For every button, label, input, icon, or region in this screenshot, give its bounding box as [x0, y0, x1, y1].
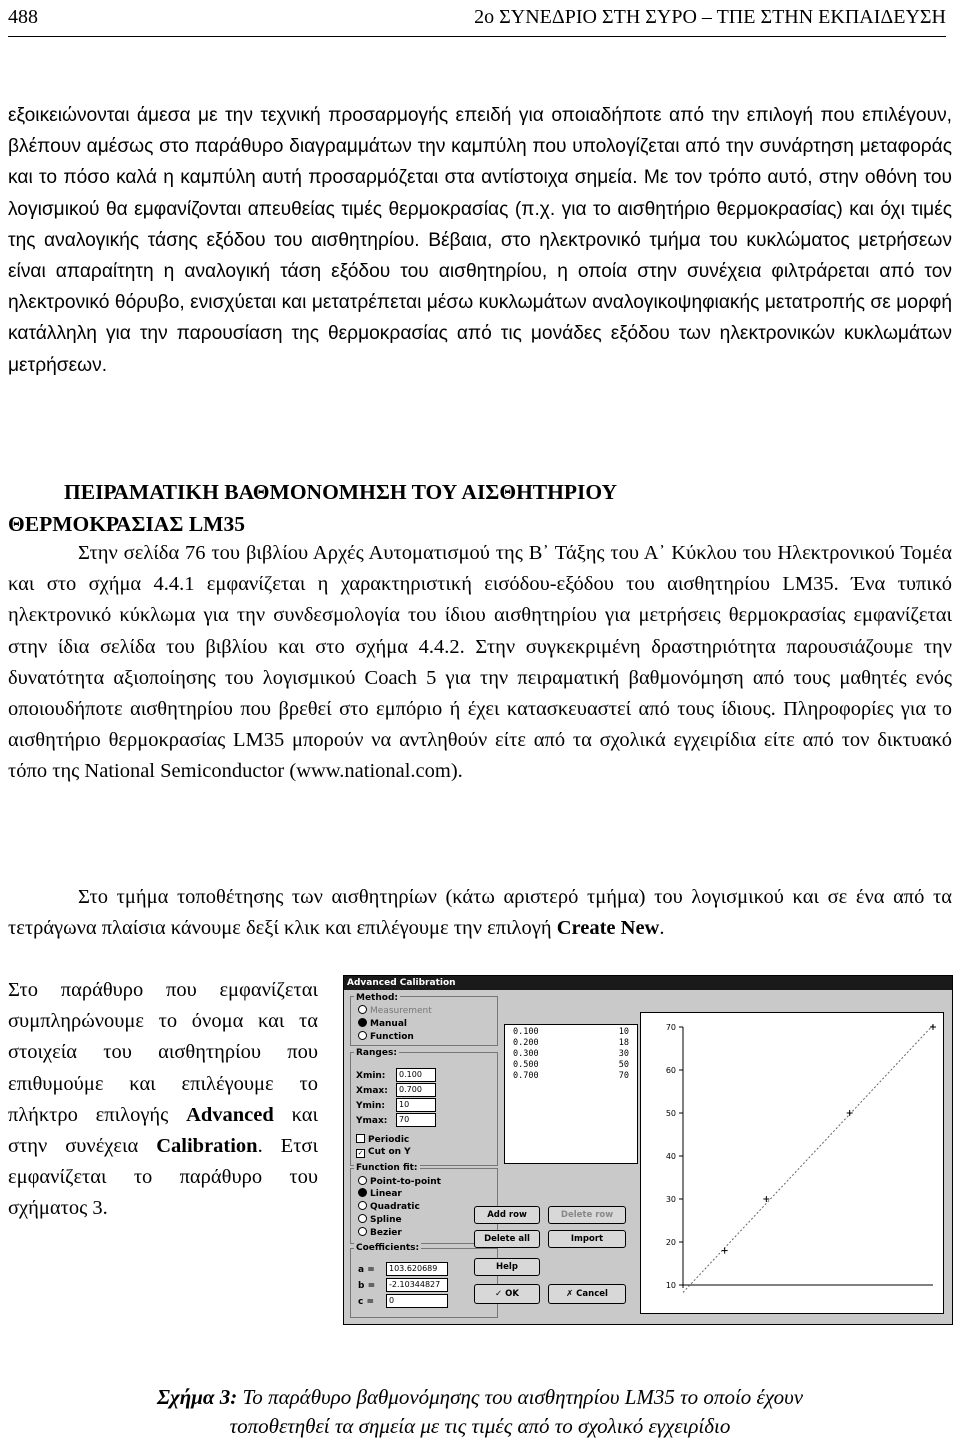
y-tick-label: 30 — [665, 1195, 676, 1204]
left-col-part-2: και στην συνέχεια — [8, 1103, 318, 1158]
y-tick-label: 20 — [665, 1238, 676, 1247]
delete-row-button[interactable]: Delete row — [548, 1206, 626, 1224]
delete-all-button[interactable]: Delete all — [474, 1230, 540, 1248]
left-col-part-3: . Ετσι εμφανίζεται το παράθυρο του σχήματος 3. — [8, 1135, 318, 1220]
function-fit-label: Function fit: — [356, 1163, 418, 1173]
method-function-radio[interactable]: Function — [358, 1031, 414, 1042]
ymax-label: Ymax: — [356, 1116, 388, 1126]
method-measurement-radio[interactable]: Measurement — [358, 1005, 432, 1016]
page-header — [8, 2, 946, 32]
calibration-chart — [641, 1013, 943, 1313]
left-col-part-1: Στο παράθυρο που εμφανίζεται συμπληρώνουμε το όνομα και τα στοιχεία του αισθητηρίου που επιθυμούμε και επιλέγουμε το πλήκτρο επιλογής — [8, 979, 318, 1126]
calibration-table[interactable]: 0.100 10 0.200 18 0.300 30 0.500 50 0.700 70 — [504, 1024, 638, 1164]
paragraph-1: εξοικειώνονται άμεσα με την τεχνική προσαρμογής επειδή για οποιαδήποτε από την επιλογή που επιλέγουν, βλέπουν αμέσως στο παράθυρο διαγραμμάτων την καμπύλη που υπολογίζεται από την συνάρτηση μεταφοράς και το πόσο καλά η καμπύλη αυτή προσαρμόζεται στα αντίστοιχα σημεία. Με τον τρόπο αυτό, στην οθόνη του λογισμικού θα εμφανίζονται απευθείας τιμές θερμοκρασίας (π.χ. για το αισθητήριο θερμοκρασίας) και όχι τιμές της αναλογικής τάσης εξόδου του αισθητηρίου. Βέβαια, στο ηλεκτρονικό τμήμα του κυκλώματος μετρήσεων είναι απαραίτητη η αναλογική τάση εξόδου του αισθητηρίου, η οποία στην συνέχεια φιλτράρεται από τον ηλεκτρονικό θόρυβο, ενισχύεται και μετατρέπεται μέσω κυκλωμάτων αναλογικοψηφιακής μετατροπής σε μορφή κατάλληλη για την παρουσίαση της θερμοκρασίας από τις μονάδες εξόδου των ηλεκτρονικών κυκλωμάτων μετρήσεων. — [8, 105, 952, 376]
left-column-text — [8, 975, 318, 1225]
ymin-input[interactable]: 10 — [396, 1098, 436, 1112]
section-heading — [8, 476, 952, 540]
paragraph-3 — [8, 882, 952, 944]
import-button[interactable]: Import — [548, 1230, 626, 1248]
caption-line-1: Το παράθυρο βαθμονόμησης του αισθητηρίου LM35 το οποίο έχουν — [242, 1385, 804, 1409]
caption-line-2: τοποθετηθεί τα σημεία με τις τιμές από το σχολικό εγχειρίδιο — [229, 1414, 731, 1438]
method-manual-radio[interactable]: Manual — [358, 1018, 407, 1029]
fit-line — [683, 1025, 933, 1292]
coefficients-label: Coefficients: — [356, 1243, 420, 1253]
fit-linear-radio[interactable]: Linear — [358, 1188, 402, 1199]
coef-a-input[interactable]: 103.620689 — [386, 1262, 448, 1276]
calibration-plot — [640, 1012, 944, 1314]
ranges-label: Ranges: — [356, 1048, 397, 1058]
cut-on-y-checkbox[interactable]: ✓ Cut on Y — [357, 1147, 411, 1157]
advanced-term: Advanced — [186, 1103, 274, 1126]
coef-c-input[interactable]: 0 — [386, 1294, 448, 1308]
fit-bezier-radio[interactable]: Bezier — [358, 1227, 402, 1238]
y-tick-label: 10 — [665, 1281, 676, 1290]
help-button[interactable]: Help — [474, 1258, 540, 1276]
create-new-term: Create New — [556, 917, 660, 940]
running-title: 2ο ΣΥΝΕΔΡΙΟ ΣΤΗ ΣΥΡΟ – ΤΠΕ ΣΤΗΝ ΕΚΠΑΙΔΕΥΣΗ — [474, 6, 946, 28]
fit-quadratic-radio[interactable]: Quadratic — [358, 1201, 420, 1212]
paragraph-3-tail: . — [659, 917, 665, 940]
coef-b-input[interactable]: -2.10344827 — [386, 1278, 448, 1292]
ymin-label: Ymin: — [356, 1101, 385, 1111]
y-tick-label: 60 — [665, 1066, 676, 1075]
add-row-button[interactable]: Add row — [474, 1206, 540, 1224]
periodic-checkbox[interactable]: Periodic — [356, 1134, 409, 1145]
fit-point-to-point-radio[interactable]: Point-to-point — [358, 1176, 441, 1187]
ok-button[interactable]: ✓ OK — [474, 1284, 540, 1304]
paragraph-2: Στην σελίδα 76 του βιβλίου Αρχές Αυτοματισμού της Β᾽ Τάξης του Α᾽ Κύκλου του Ηλεκτρονικού Τομέα και στο σχήμα 4.4.1 εμφανίζεται η χαρακτηριστική εισόδου-εξόδου του αισθητηρίου LM35. Ένα τυπικό ηλεκτρονικό κύκλωμα για την συνδεσμολογία του ίδιου αισθητηρίου για μετρήσεις θερμοκρασίας εμφανίζεται στην ίδια σελίδα του βιβλίου και στο σχήμα 4.4.2. Στην συγκεκριμένη δραστηριότητα παρουσιάζουμε την δυνατότητα αξιοποίησης του λογισμικού Coach 5 για την πειραματική βαθμονόμηση από τους μαθητές ενός οποιουδήποτε αισθητηρίου που βρεθεί στο εμπόριο ή έχει κατασκευαστεί από τους ίδιους. Πληροφορίες για το αισθητήριο θερμοκρασίας LM35 μπορούν να αντληθούν είτε από τα σχολικά εγχειρίδια είτε από τον δικτυακό τόπο της National Semiconductor (www.national.com). — [8, 542, 952, 783]
header-rule — [8, 36, 946, 37]
coef-b-label: b = — [358, 1281, 376, 1291]
cancel-button[interactable]: ✗ Cancel — [548, 1284, 626, 1304]
section-heading-line-1: ΠΕΙΡΑΜΑΤΙΚΗ ΒΑΘΜΟΝΟΜΗΣΗ ΤΟΥ ΑΙΣΘΗΤΗΡΙΟΥ — [64, 480, 618, 504]
y-tick-label: 40 — [665, 1152, 676, 1161]
y-tick-label: 50 — [665, 1109, 676, 1118]
fit-spline-radio[interactable]: Spline — [358, 1214, 402, 1225]
advanced-calibration-dialog — [343, 975, 953, 1325]
caption-label: Σχήμα 3: — [156, 1385, 238, 1409]
coef-c-label: c = — [358, 1297, 375, 1307]
y-tick-label: 70 — [665, 1023, 676, 1032]
calibration-term: Calibration — [156, 1135, 258, 1158]
ymax-input[interactable]: 70 — [396, 1113, 436, 1127]
dialog-titlebar: Advanced Calibration — [344, 976, 952, 990]
cancel-label: Cancel — [576, 1289, 608, 1299]
section-heading-line-2: ΘΕΡΜΟΚΡΑΣΙΑΣ LM35 — [8, 512, 245, 536]
ok-label: OK — [505, 1289, 519, 1299]
xmin-input[interactable]: 0.100 — [396, 1068, 436, 1082]
method-label: Method: — [356, 993, 398, 1003]
page-number: 488 — [8, 6, 38, 28]
figure-caption — [0, 1383, 960, 1441]
xmax-label: Xmax: — [356, 1086, 388, 1096]
coef-a-label: a = — [358, 1265, 375, 1275]
xmin-label: Xmin: — [356, 1071, 386, 1081]
paragraph-3-text: Στο τμήμα τοποθέτησης των αισθητηρίων (κάτω αριστερό τμήμα) του λογισμικού και σε ένα από τα τετράγωνα πλαίσια κάνουμε δεξί κλικ και επιλέγουμε την επιλογή — [8, 886, 952, 940]
xmax-input[interactable]: 0.700 — [396, 1083, 436, 1097]
